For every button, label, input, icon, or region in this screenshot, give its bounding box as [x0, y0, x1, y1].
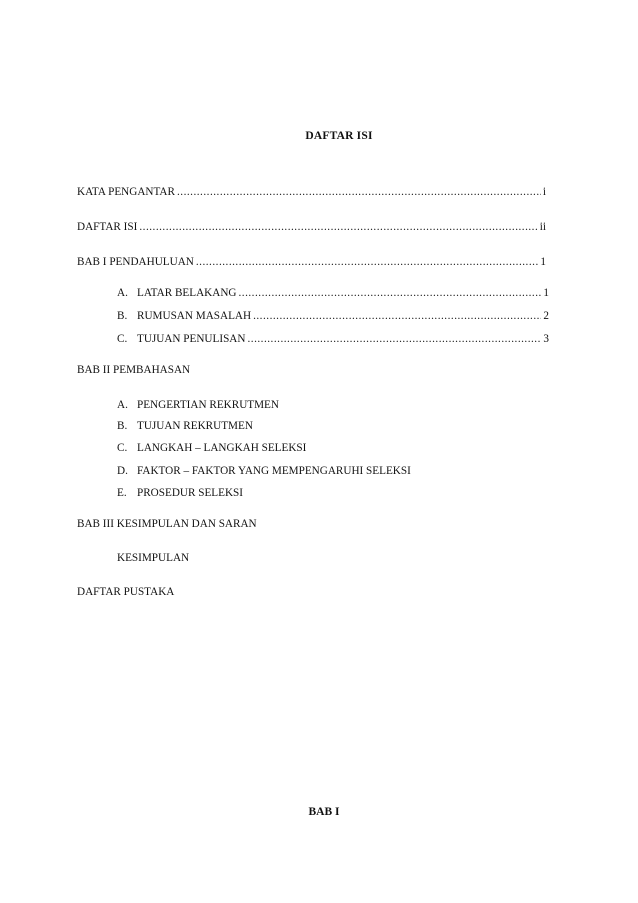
toc-entry-label: FAKTOR – FAKTOR YANG MEMPENGARUHI SELEKSI — [137, 465, 411, 477]
toc-page-number: 1 — [543, 287, 549, 299]
toc-entry-bab-1[interactable] — [77, 256, 546, 268]
toc-page-number: i — [542, 186, 546, 198]
toc-sub-letter: A. — [117, 287, 128, 299]
toc-leader-dots — [177, 186, 541, 198]
page-title: DAFTAR ISI — [305, 130, 373, 142]
toc-subentry-tujuan-penulisan[interactable] — [117, 333, 549, 345]
toc-entry-label: LATAR BELAKANG — [137, 287, 237, 299]
toc-page-number: 1 — [540, 256, 546, 268]
toc-leader-dots — [238, 287, 541, 299]
toc-page-number: 3 — [543, 333, 549, 345]
toc-entry-bab-2[interactable]: BAB II PEMBAHASAN — [77, 364, 191, 376]
toc-sub-letter: C. — [117, 442, 128, 454]
toc-subentry-tujuan-rekrutmen[interactable] — [117, 420, 253, 432]
toc-leader-dots — [253, 310, 541, 322]
toc-entry-label: TUJUAN REKRUTMEN — [137, 420, 253, 432]
toc-entry-daftar-isi[interactable] — [77, 221, 546, 233]
toc-entry-daftar-pustaka[interactable]: DAFTAR PUSTAKA — [77, 586, 175, 598]
toc-sub-letter: B. — [117, 420, 128, 432]
toc-sub-letter: B. — [117, 310, 128, 322]
toc-subentry-latar-belakang[interactable] — [117, 287, 549, 299]
toc-sub-letter: C. — [117, 333, 128, 345]
toc-subentry-pengertian-rekrutmen[interactable] — [117, 399, 279, 411]
toc-entry-label: BAB I PENDAHULUAN — [77, 256, 194, 268]
toc-leader-dots — [139, 221, 537, 233]
toc-subentry-langkah-seleksi[interactable] — [117, 442, 306, 454]
toc-sub-letter: E. — [117, 487, 127, 499]
toc-entry-kata-pengantar[interactable] — [77, 186, 546, 198]
toc-entry-label: PENGERTIAN REKRUTMEN — [137, 399, 279, 411]
toc-entry-label: KATA PENGANTAR — [77, 186, 175, 198]
toc-entry-label: PROSEDUR SELEKSI — [137, 487, 243, 499]
toc-page-number: ii — [539, 221, 546, 233]
toc-subentry-prosedur-seleksi[interactable] — [117, 487, 243, 499]
next-chapter-heading: BAB I — [308, 806, 340, 818]
toc-sub-letter: D. — [117, 465, 128, 477]
toc-subentry-rumusan-masalah[interactable] — [117, 310, 549, 322]
toc-leader-dots — [196, 256, 539, 268]
toc-sub-letter: A. — [117, 399, 128, 411]
toc-page-number: 2 — [543, 310, 549, 322]
toc-leader-dots — [247, 333, 541, 345]
toc-entry-label: RUMUSAN MASALAH — [137, 310, 252, 322]
toc-entry-label: LANGKAH – LANGKAH SELEKSI — [137, 442, 307, 454]
toc-subentry-faktor-seleksi[interactable] — [117, 465, 411, 477]
toc-entry-label: DAFTAR ISI — [77, 221, 138, 233]
toc-entry-label: TUJUAN PENULISAN — [137, 333, 246, 345]
toc-entry-bab-3[interactable]: BAB III KESIMPULAN DAN SARAN — [77, 518, 257, 530]
toc-subentry-kesimpulan[interactable]: KESIMPULAN — [117, 552, 190, 564]
